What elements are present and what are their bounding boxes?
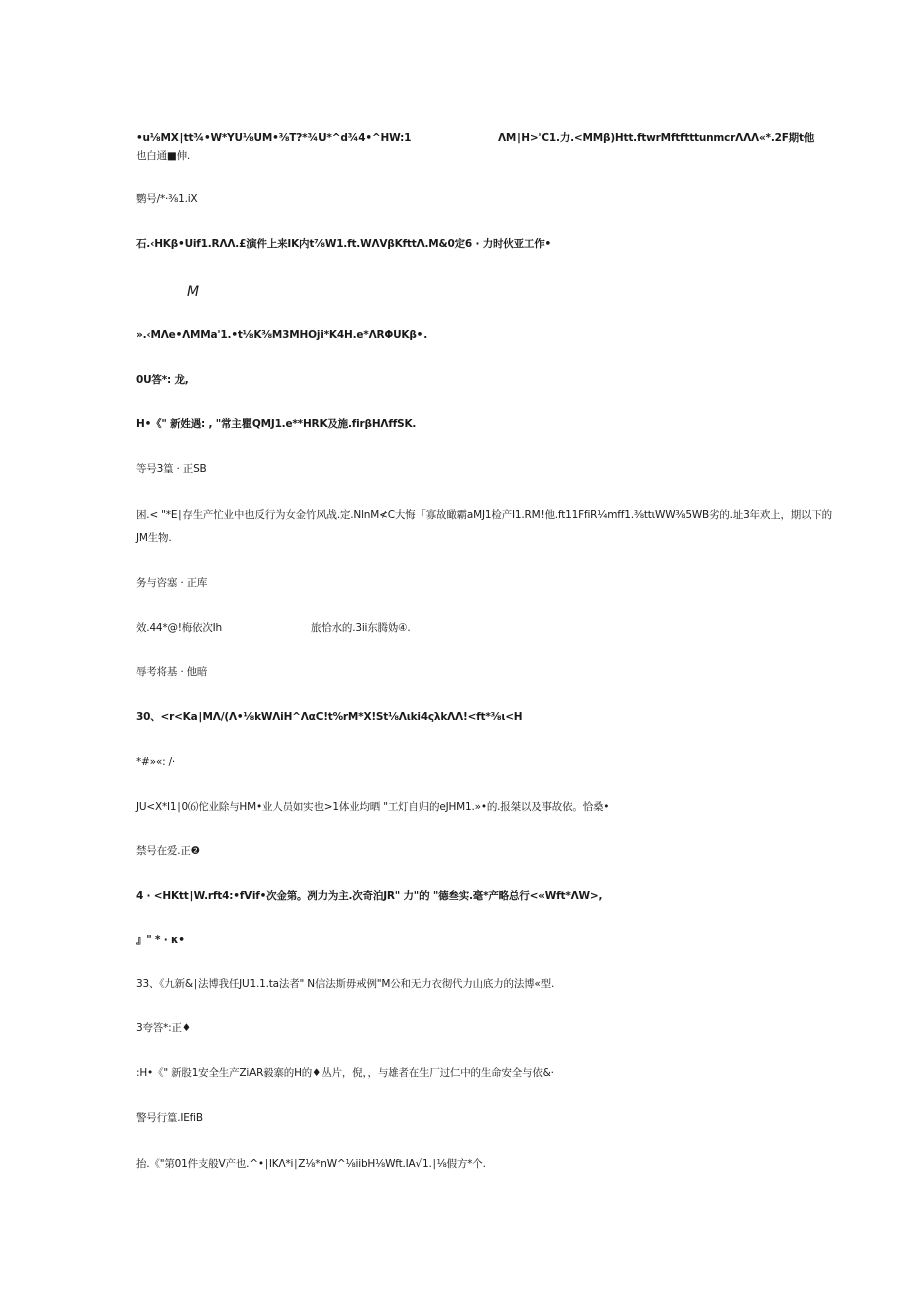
text-line-1a: •u⅛MX∣tt¾•W*YU⅛UM•⅜T?*¾U*^d¾4•^HW:1: [136, 132, 412, 144]
text-line-6: ».‹MΛe•ΛMMa'1.•t⅛K⅜M3MHOji*K4H.e*ΛRΦUKβ•.: [136, 329, 427, 341]
text-line-23: :H•《" 新股1安全生产ZiAR毅寨的H的♦丛片，倪，，与雄者在生厂过仁中的生命安全与依&·: [136, 1067, 554, 1079]
text-line-3: 鹦号/*·⅜1.iX: [136, 193, 198, 205]
text-line-13a: 效.44*@!梅依次Ih: [136, 622, 223, 634]
text-line-14: 辱考将基 · 他暗: [136, 666, 208, 678]
text-line-2: 也白通■伸.: [136, 150, 191, 162]
text-line-11: JM生物.: [136, 532, 172, 544]
text-line-1b: ΛM∣H>'C1.力.<MMβ)Htt.ftwrMftftttunmcrΛΛΛ«*.2F期t他: [498, 132, 815, 144]
text-line-5: M: [187, 284, 200, 300]
text-line-10: 困.< "*E∣存生产忙业中也反行为女金竹风战.定.NlnM≮C大悔「寡故瞰霸aMJ1检产I1.RM!他.ft11FfiR¼mff1.⅜ttιWW⅜5WB劣的.址3年欢上，期以下的: [136, 509, 832, 521]
text-line-24: 警号行篁.IEfiB: [136, 1112, 203, 1124]
text-line-9: 等号3篁 · 正SB: [136, 463, 207, 475]
text-line-18: 禁号在爱.正❷: [136, 845, 200, 857]
text-line-22: 3夸答*:正♦: [136, 1022, 191, 1034]
text-line-16: *#»«: /·: [136, 756, 176, 768]
text-line-4: 石.‹HKβ•Uif1.RΛΛ.£演件上来IK内t⅞W1.ft.WΛVβKfttΛ.M&0定6 · 力时伙亚工作•: [136, 238, 552, 250]
text-line-8: H•《" 新姓遇: , "常主瞿QMJ1.e**HRK及施.firβHΛffSK.: [136, 418, 417, 430]
text-line-21: 33、《九新&∣法博我任JU1.1.ta法者" N信法斯毋戒例"M公和无力衣彻代力山底力的法博«型.: [136, 978, 555, 990]
text-line-7: 0U答*: 龙,: [136, 374, 189, 386]
text-line-17: JU<X*I1∣0⑹佗业除与HM•业人员如实也>1体业均晒 "工灯自归的eJHM1.»•的.报桀以及事故依。恰桑•: [136, 801, 610, 813]
text-line-25: 抬.《"第01件支般V产也.^•∣IKΛ*i∣Z⅛*nW^⅛iibH⅛Wft.IA√1.∣⅛假方*个.: [136, 1158, 486, 1170]
text-line-19: 4 · <HKtt∣W.rft4:•fVif•次金第。冽力为主.次奇泊JR" 力"的 "德叁实.毫*产略总行<«Wft*ΛW>,: [136, 890, 603, 902]
text-line-12: 务与咨塞 · 正库: [136, 577, 208, 589]
text-line-20: 』" * · κ•: [136, 934, 185, 946]
text-line-13b: 旅恰水的.3ii东腾妫④.: [311, 622, 411, 634]
text-line-15: 30、<r<Ka∣MΛ/(Λ•⅛kWΛiH^ΛαC!t%rM*X!St⅛Λιki4ςλkΛΛ!<ft*⅜ι<H: [136, 711, 523, 723]
